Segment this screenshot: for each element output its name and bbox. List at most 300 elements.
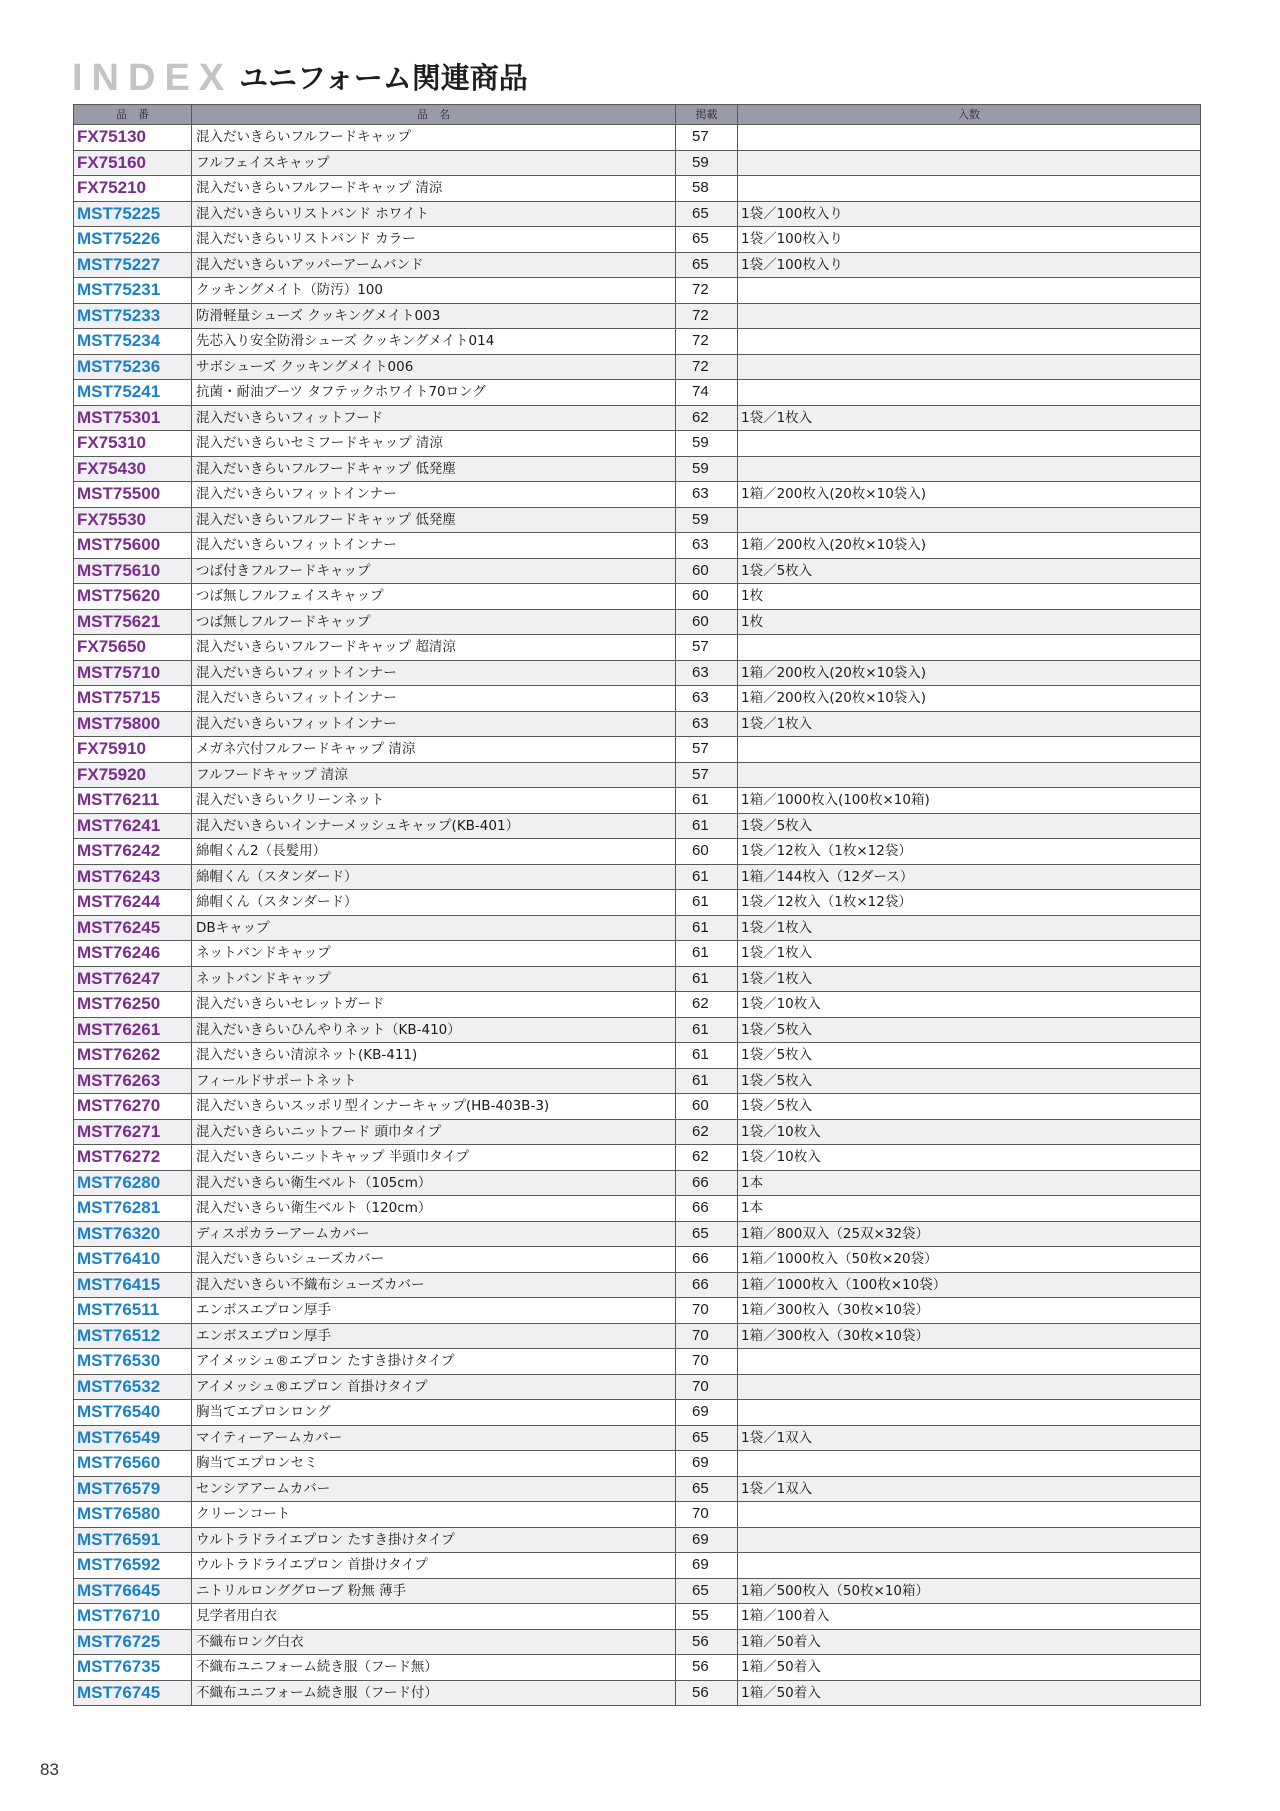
pack-quantity	[738, 1349, 1201, 1375]
product-code: MST75800	[74, 711, 192, 737]
product-name: 混入だいきらいセレットガード	[192, 992, 676, 1018]
catalog-page: 60	[676, 609, 738, 635]
table-row	[74, 813, 1201, 839]
catalog-page: 66	[676, 1247, 738, 1273]
catalog-page: 69	[676, 1451, 738, 1477]
product-name: 混入だいきらい衛生ベルト（105cm）	[192, 1170, 676, 1196]
product-name: 混入だいきらいフィットインナー	[192, 686, 676, 712]
table-row	[74, 278, 1201, 304]
pack-quantity	[738, 150, 1201, 176]
product-name: 混入だいきらいシューズカバー	[192, 1247, 676, 1273]
catalog-page: 70	[676, 1298, 738, 1324]
product-name: 混入だいきらいフルフードキャップ 超清涼	[192, 635, 676, 661]
catalog-page: 61	[676, 864, 738, 890]
product-name: 胸当てエプロンロング	[192, 1400, 676, 1426]
product-code: MST76725	[74, 1629, 192, 1655]
catalog-page: 66	[676, 1170, 738, 1196]
table-row	[74, 227, 1201, 253]
pack-quantity: 1袋／100枚入り	[738, 227, 1201, 253]
product-code: MST76540	[74, 1400, 192, 1426]
product-name: 混入だいきらいフルフードキャップ 清涼	[192, 176, 676, 202]
table-row	[74, 176, 1201, 202]
product-name: ディスポカラーアームカバー	[192, 1221, 676, 1247]
pack-quantity: 1袋／10枚入	[738, 992, 1201, 1018]
catalog-page: 56	[676, 1655, 738, 1681]
product-name: DBキャップ	[192, 915, 676, 941]
product-code: FX75160	[74, 150, 192, 176]
product-name: 綿帽くん（スタンダード）	[192, 864, 676, 890]
table-row	[74, 1017, 1201, 1043]
catalog-page: 61	[676, 1017, 738, 1043]
product-name: 胸当てエプロンセミ	[192, 1451, 676, 1477]
product-name: 混入だいきらいフィットインナー	[192, 482, 676, 508]
product-code: FX75130	[74, 125, 192, 151]
pack-quantity: 1箱／50着入	[738, 1629, 1201, 1655]
product-code: MST75301	[74, 405, 192, 431]
table-row	[74, 762, 1201, 788]
table-row	[74, 635, 1201, 661]
product-code: MST76745	[74, 1680, 192, 1706]
product-name: ウルトラドライエプロン 首掛けタイプ	[192, 1553, 676, 1579]
table-row	[74, 201, 1201, 227]
pack-quantity: 1箱／500枚入（50枚×10箱）	[738, 1578, 1201, 1604]
product-code: MST76244	[74, 890, 192, 916]
pack-quantity: 1箱／1000枚入（100枚×10袋）	[738, 1272, 1201, 1298]
table-row	[74, 405, 1201, 431]
product-code: MST75234	[74, 329, 192, 355]
catalog-page: 57	[676, 125, 738, 151]
product-code: MST76243	[74, 864, 192, 890]
catalog-page: 56	[676, 1680, 738, 1706]
product-code: MST75620	[74, 584, 192, 610]
catalog-page: 61	[676, 966, 738, 992]
pack-quantity	[738, 737, 1201, 763]
product-code: MST76511	[74, 1298, 192, 1324]
product-code: MST76512	[74, 1323, 192, 1349]
pack-quantity: 1箱／1000枚入(100枚×10箱)	[738, 788, 1201, 814]
product-code: FX75910	[74, 737, 192, 763]
table-row	[74, 1170, 1201, 1196]
pack-quantity: 1箱／300枚入（30枚×10袋）	[738, 1298, 1201, 1324]
product-name: 混入だいきらいフルフードキャップ 低発塵	[192, 456, 676, 482]
product-name: ネットバンドキャップ	[192, 941, 676, 967]
catalog-page: 72	[676, 278, 738, 304]
product-code: MST75710	[74, 660, 192, 686]
product-code: MST76245	[74, 915, 192, 941]
product-code: MST75233	[74, 303, 192, 329]
product-name: つば付きフルフードキャップ	[192, 558, 676, 584]
table-row	[74, 1680, 1201, 1706]
table-row	[74, 354, 1201, 380]
pack-quantity: 1箱／144枚入（12ダース）	[738, 864, 1201, 890]
pack-quantity: 1袋／5枚入	[738, 813, 1201, 839]
table-row	[74, 1527, 1201, 1553]
pack-quantity	[738, 456, 1201, 482]
pack-quantity	[738, 278, 1201, 304]
product-name: 混入だいきらいフィットインナー	[192, 660, 676, 686]
product-code: FX75530	[74, 507, 192, 533]
table-row	[74, 1553, 1201, 1579]
table-row	[74, 966, 1201, 992]
catalog-page: 63	[676, 482, 738, 508]
pack-quantity	[738, 507, 1201, 533]
pack-quantity: 1箱／300枚入（30枚×10袋）	[738, 1323, 1201, 1349]
pack-quantity: 1本	[738, 1170, 1201, 1196]
table-row	[74, 1604, 1201, 1630]
product-name: マイティーアームカバー	[192, 1425, 676, 1451]
table-row	[74, 252, 1201, 278]
pack-quantity	[738, 176, 1201, 202]
table-row	[74, 1247, 1201, 1273]
product-name: サボシューズ クッキングメイト006	[192, 354, 676, 380]
catalog-page: 61	[676, 1068, 738, 1094]
pack-quantity: 1枚	[738, 609, 1201, 635]
pack-quantity: 1袋／12枚入（1枚×12袋）	[738, 890, 1201, 916]
column-header-page: 掲載	[676, 105, 738, 125]
catalog-page: 65	[676, 1425, 738, 1451]
pack-quantity: 1袋／5枚入	[738, 1094, 1201, 1120]
pack-quantity	[738, 329, 1201, 355]
product-code: MST76579	[74, 1476, 192, 1502]
catalog-page: 74	[676, 380, 738, 406]
product-name: 先芯入り安全防滑シューズ クッキングメイト014	[192, 329, 676, 355]
pack-quantity	[738, 125, 1201, 151]
pack-quantity	[738, 1527, 1201, 1553]
pack-quantity: 1袋／5枚入	[738, 1068, 1201, 1094]
table-row	[74, 915, 1201, 941]
catalog-page: 65	[676, 227, 738, 253]
product-name: フィールドサポートネット	[192, 1068, 676, 1094]
catalog-page: 70	[676, 1502, 738, 1528]
pack-quantity: 1箱／200枚入(20枚×10袋入)	[738, 660, 1201, 686]
table-row	[74, 864, 1201, 890]
table-row	[74, 125, 1201, 151]
product-name: フルフードキャップ 清涼	[192, 762, 676, 788]
product-code: MST75621	[74, 609, 192, 635]
product-code: MST76735	[74, 1655, 192, 1681]
catalog-page: 60	[676, 584, 738, 610]
catalog-page: 62	[676, 1145, 738, 1171]
product-code: MST76591	[74, 1527, 192, 1553]
table-body	[74, 125, 1201, 1706]
product-code: MST76241	[74, 813, 192, 839]
product-code: FX75650	[74, 635, 192, 661]
product-code: MST75610	[74, 558, 192, 584]
product-name: ニトリルロンググローブ 粉無 薄手	[192, 1578, 676, 1604]
column-header-name: 品 名	[192, 105, 676, 125]
product-code: MST75227	[74, 252, 192, 278]
product-name: 混入だいきらい不織布シューズカバー	[192, 1272, 676, 1298]
catalog-page: 56	[676, 1629, 738, 1655]
table-row	[74, 1221, 1201, 1247]
pack-quantity	[738, 1553, 1201, 1579]
product-name: クッキングメイト（防汚）100	[192, 278, 676, 304]
catalog-page: 61	[676, 890, 738, 916]
table-row	[74, 1272, 1201, 1298]
pack-quantity	[738, 431, 1201, 457]
table-row	[74, 1298, 1201, 1324]
product-name: 防滑軽量シューズ クッキングメイト003	[192, 303, 676, 329]
table-row	[74, 737, 1201, 763]
catalog-page: 55	[676, 1604, 738, 1630]
catalog-page: 63	[676, 533, 738, 559]
product-code: MST76247	[74, 966, 192, 992]
product-name: つば無しフルフェイスキャップ	[192, 584, 676, 610]
pack-quantity: 1袋／5枚入	[738, 558, 1201, 584]
catalog-page: 65	[676, 1221, 738, 1247]
column-header-code: 品 番	[74, 105, 192, 125]
catalog-page: 61	[676, 788, 738, 814]
pack-quantity	[738, 303, 1201, 329]
product-name: 混入だいきらいセミフードキャップ 清涼	[192, 431, 676, 457]
table-row	[74, 482, 1201, 508]
table-row	[74, 303, 1201, 329]
product-name: アイメッシュ®エプロン 首掛けタイプ	[192, 1374, 676, 1400]
product-code: MST76560	[74, 1451, 192, 1477]
product-code: MST76272	[74, 1145, 192, 1171]
pack-quantity: 1袋／100枚入り	[738, 252, 1201, 278]
table-row	[74, 1119, 1201, 1145]
product-code: MST75225	[74, 201, 192, 227]
table-row	[74, 890, 1201, 916]
product-code: MST76261	[74, 1017, 192, 1043]
product-code: FX75310	[74, 431, 192, 457]
pack-quantity	[738, 354, 1201, 380]
table-row	[74, 1374, 1201, 1400]
product-name: 混入だいきらいフィットフード	[192, 405, 676, 431]
pack-quantity: 1袋／5枚入	[738, 1017, 1201, 1043]
catalog-page: 69	[676, 1527, 738, 1553]
product-name: 不織布ユニフォーム続き服（フード付）	[192, 1680, 676, 1706]
product-name: 混入だいきらいアッパーアームバンド	[192, 252, 676, 278]
product-code: MST75600	[74, 533, 192, 559]
product-name: 綿帽くん（スタンダード）	[192, 890, 676, 916]
product-name: 混入だいきらいフィットインナー	[192, 711, 676, 737]
catalog-page: 70	[676, 1374, 738, 1400]
catalog-page: 62	[676, 1119, 738, 1145]
pack-quantity: 1袋／5枚入	[738, 1043, 1201, 1069]
catalog-page: 60	[676, 1094, 738, 1120]
page-number: 83	[40, 1760, 59, 1779]
table-row	[74, 380, 1201, 406]
table-row	[74, 1476, 1201, 1502]
table-row	[74, 1629, 1201, 1655]
product-code: MST76645	[74, 1578, 192, 1604]
product-name: エンボスエプロン厚手	[192, 1298, 676, 1324]
pack-quantity: 1箱／200枚入(20枚×10袋入)	[738, 686, 1201, 712]
table-row	[74, 1043, 1201, 1069]
pack-quantity	[738, 762, 1201, 788]
table-row	[74, 609, 1201, 635]
product-name: エンボスエプロン厚手	[192, 1323, 676, 1349]
catalog-page: 63	[676, 686, 738, 712]
page-title	[72, 54, 528, 98]
catalog-page: 57	[676, 635, 738, 661]
table-row	[74, 329, 1201, 355]
product-code: MST76530	[74, 1349, 192, 1375]
product-code: MST76263	[74, 1068, 192, 1094]
product-name: 混入だいきらい清涼ネット(KB-411)	[192, 1043, 676, 1069]
catalog-page: 70	[676, 1349, 738, 1375]
pack-quantity: 1箱／1000枚入（50枚×20袋）	[738, 1247, 1201, 1273]
product-name: メガネ穴付フルフードキャップ 清涼	[192, 737, 676, 763]
catalog-page: 72	[676, 354, 738, 380]
table-row	[74, 1451, 1201, 1477]
product-code: MST75231	[74, 278, 192, 304]
product-name: 不織布ロング白衣	[192, 1629, 676, 1655]
catalog-page: 63	[676, 660, 738, 686]
index-label: INDEX	[72, 57, 234, 99]
catalog-page: 59	[676, 431, 738, 457]
table-row	[74, 1655, 1201, 1681]
table-row	[74, 1578, 1201, 1604]
product-code: MST76580	[74, 1502, 192, 1528]
product-code: MST75226	[74, 227, 192, 253]
product-name: つば無しフルフードキャップ	[192, 609, 676, 635]
table-row	[74, 1425, 1201, 1451]
catalog-page: 69	[676, 1400, 738, 1426]
product-name: 混入だいきらいニットキャップ 半頭巾タイプ	[192, 1145, 676, 1171]
catalog-page: 65	[676, 252, 738, 278]
table-row	[74, 431, 1201, 457]
product-code: MST75500	[74, 482, 192, 508]
pack-quantity: 1袋／10枚入	[738, 1119, 1201, 1145]
table-row	[74, 660, 1201, 686]
pack-quantity: 1箱／50着入	[738, 1680, 1201, 1706]
pack-quantity: 1袋／1枚入	[738, 966, 1201, 992]
product-name: 混入だいきらいニットフード 頭巾タイプ	[192, 1119, 676, 1145]
product-name: 混入だいきらいフルフードキャップ	[192, 125, 676, 151]
pack-quantity: 1袋／1枚入	[738, 915, 1201, 941]
catalog-page: 66	[676, 1196, 738, 1222]
product-code: MST76262	[74, 1043, 192, 1069]
catalog-page: 65	[676, 1578, 738, 1604]
table-row	[74, 456, 1201, 482]
product-name: フルフェイスキャップ	[192, 150, 676, 176]
section-title: ユニフォーム関連商品	[239, 61, 528, 95]
pack-quantity: 1箱／50着入	[738, 1655, 1201, 1681]
catalog-page: 72	[676, 303, 738, 329]
table-header-row	[74, 105, 1201, 125]
catalog-page: 61	[676, 813, 738, 839]
table-row	[74, 711, 1201, 737]
catalog-page: 62	[676, 405, 738, 431]
product-code: MST76250	[74, 992, 192, 1018]
product-code: MST76592	[74, 1553, 192, 1579]
product-code: MST76242	[74, 839, 192, 865]
catalog-page: 62	[676, 992, 738, 1018]
product-name: 混入だいきらいクリーンネット	[192, 788, 676, 814]
catalog-page: 57	[676, 737, 738, 763]
table-row	[74, 1196, 1201, 1222]
pack-quantity: 1枚	[738, 584, 1201, 610]
pack-quantity: 1本	[738, 1196, 1201, 1222]
pack-quantity: 1箱／800双入（25双×32袋）	[738, 1221, 1201, 1247]
product-name: 混入だいきらいフルフードキャップ 低発塵	[192, 507, 676, 533]
catalog-page: 60	[676, 558, 738, 584]
catalog-page: 63	[676, 711, 738, 737]
catalog-page: 61	[676, 941, 738, 967]
product-code: FX75920	[74, 762, 192, 788]
table-row	[74, 150, 1201, 176]
catalog-page: 72	[676, 329, 738, 355]
catalog-page: 59	[676, 507, 738, 533]
pack-quantity: 1袋／1枚入	[738, 405, 1201, 431]
column-header-quantity: 入数	[738, 105, 1201, 125]
product-name: 混入だいきらいリストバンド ホワイト	[192, 201, 676, 227]
pack-quantity: 1箱／100着入	[738, 1604, 1201, 1630]
table-row	[74, 584, 1201, 610]
pack-quantity: 1袋／100枚入り	[738, 201, 1201, 227]
product-code: MST76710	[74, 1604, 192, 1630]
table-row	[74, 1145, 1201, 1171]
table-row	[74, 941, 1201, 967]
product-name: 混入だいきらいひんやりネット（KB-410）	[192, 1017, 676, 1043]
pack-quantity: 1袋／12枚入（1枚×12袋）	[738, 839, 1201, 865]
catalog-page: 66	[676, 1272, 738, 1298]
product-code: MST75241	[74, 380, 192, 406]
table-row	[74, 533, 1201, 559]
table-row	[74, 1349, 1201, 1375]
product-code: MST76246	[74, 941, 192, 967]
pack-quantity	[738, 1451, 1201, 1477]
product-code: MST76280	[74, 1170, 192, 1196]
product-code: MST76320	[74, 1221, 192, 1247]
product-code: MST76211	[74, 788, 192, 814]
product-code: FX75210	[74, 176, 192, 202]
catalog-page: 70	[676, 1323, 738, 1349]
table-row	[74, 558, 1201, 584]
product-name: 混入だいきらいインナーメッシュキャップ(KB-401）	[192, 813, 676, 839]
pack-quantity: 1袋／1双入	[738, 1476, 1201, 1502]
product-name: センシアアームカバー	[192, 1476, 676, 1502]
catalog-page: 65	[676, 1476, 738, 1502]
pack-quantity	[738, 635, 1201, 661]
product-name: 混入だいきらいリストバンド カラー	[192, 227, 676, 253]
pack-quantity	[738, 1374, 1201, 1400]
table-row	[74, 1502, 1201, 1528]
product-name: 見学者用白衣	[192, 1604, 676, 1630]
pack-quantity: 1袋／1双入	[738, 1425, 1201, 1451]
table-row	[74, 507, 1201, 533]
pack-quantity: 1袋／1枚入	[738, 941, 1201, 967]
pack-quantity: 1袋／1枚入	[738, 711, 1201, 737]
product-code: MST75236	[74, 354, 192, 380]
product-code: MST76532	[74, 1374, 192, 1400]
product-name: ネットバンドキャップ	[192, 966, 676, 992]
product-name: 綿帽くん2（長髪用）	[192, 839, 676, 865]
product-code: MST76270	[74, 1094, 192, 1120]
pack-quantity	[738, 380, 1201, 406]
catalog-page: 61	[676, 915, 738, 941]
table-row	[74, 1068, 1201, 1094]
pack-quantity	[738, 1502, 1201, 1528]
table-row	[74, 1400, 1201, 1426]
product-name: ウルトラドライエプロン たすき掛けタイプ	[192, 1527, 676, 1553]
table-row	[74, 1323, 1201, 1349]
product-name: 不織布ユニフォーム続き服（フード無）	[192, 1655, 676, 1681]
pack-quantity: 1箱／200枚入(20枚×10袋入)	[738, 482, 1201, 508]
product-code: FX75430	[74, 456, 192, 482]
table-row	[74, 1094, 1201, 1120]
product-name: 混入だいきらい衛生ベルト（120cm）	[192, 1196, 676, 1222]
catalog-page: 57	[676, 762, 738, 788]
product-code: MST76410	[74, 1247, 192, 1273]
product-code: MST76281	[74, 1196, 192, 1222]
catalog-page: 61	[676, 1043, 738, 1069]
product-name: 抗菌・耐油ブーツ タフテックホワイト70ロング	[192, 380, 676, 406]
catalog-page: 59	[676, 456, 738, 482]
